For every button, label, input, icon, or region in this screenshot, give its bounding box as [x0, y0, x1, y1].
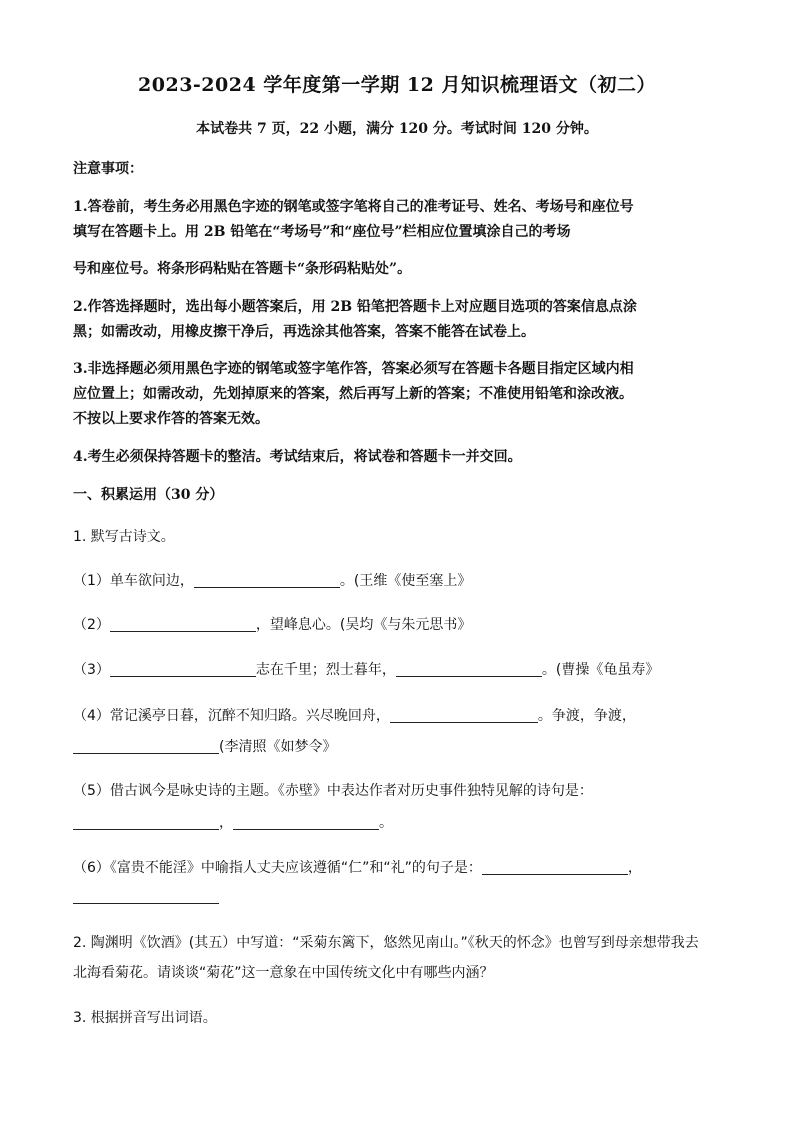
q1-sub4-line2: [73, 736, 336, 756]
answer-blank[interactable]: [396, 662, 542, 677]
section1-heading: 一、积累运用（30 分）: [73, 487, 224, 503]
q1-sub3-text-b: 志在千里；烈士暮年，: [255, 662, 396, 678]
q1-sub4-text-b: 。争渡，争渡，: [537, 708, 636, 724]
answer-blank[interactable]: [110, 617, 256, 632]
q1-sub1-text-b: 。(王维《使至塞上》: [339, 573, 472, 589]
q1-sub6-line2: [73, 889, 219, 905]
q1-sub5-text-b: ，: [219, 815, 233, 831]
q1-sub3: [73, 659, 659, 679]
answer-blank[interactable]: [73, 739, 219, 754]
answer-blank[interactable]: [73, 815, 219, 830]
q1-sub4-line1: [73, 705, 636, 725]
q1-sub3-text-c: 。(曹操《龟虽寿》: [541, 662, 660, 678]
answer-blank[interactable]: [390, 708, 538, 723]
notice-item3-line3: 不按以上要求作答的答案无效。: [73, 411, 269, 427]
q1-sub1: [73, 570, 471, 590]
answer-blank[interactable]: [110, 662, 256, 677]
q1-sub6-line1: [73, 857, 642, 877]
q2-line1: 2. 陶渊明《饮酒》(其五）中写道：“采菊东篱下，悠然见南山。”《秋天的怀念》也曾写到母亲想带我去: [73, 935, 699, 951]
q1-sub2-text-a: （2）: [73, 617, 110, 633]
q1-sub3-text-a: （3）: [73, 662, 110, 678]
exam-title: 2023-2024 学年度第一学期 12 月知识梳理语文（初二）: [138, 74, 656, 96]
notice-heading: 注意事项：: [73, 161, 143, 177]
q1-sub5-line1: （5）借古讽今是咏史诗的主题。《赤壁》中表达作者对历史事件独特见解的诗句是：: [73, 783, 593, 799]
q3-stem: 3. 根据拼音写出词语。: [73, 1010, 217, 1026]
answer-blank[interactable]: [482, 860, 628, 875]
answer-blank[interactable]: [73, 889, 219, 904]
notice-item2-line2: 黑；如需改动，用橡皮擦干净后，再选涂其他答案，答案不能答在试卷上。: [73, 324, 535, 340]
q2-line2: 北海看菊花。请谈谈“菊花”这一意象在中国传统文化中有哪些内涵？: [73, 965, 494, 981]
q1-sub4-text-a: （4）常记溪亭日暮，沉醉不知归路。兴尽晚回舟，: [73, 708, 390, 724]
answer-blank[interactable]: [194, 573, 340, 588]
exam-subtitle: 本试卷共 7 页，22 小题，满分 120 分。考试时间 120 分钟。: [196, 121, 598, 137]
q1-sub1-text-a: （1）单车欲问边，: [73, 573, 194, 589]
notice-item1-line2: 填写在答题卡上。用 2B 铅笔在“考场号”和“座位号”栏相应位置填涂自己的考场: [73, 224, 571, 240]
q1-stem: 1. 默写古诗文。: [73, 529, 175, 545]
notice-item1-line3: 号和座位号。将条形码粘贴在答题卡“条形码粘贴处”。: [73, 261, 412, 277]
notice-item1-line1: 1.答卷前，考生务必用黑色字迹的钢笔或签字笔将自己的准考证号、姓名、考场号和座位号: [73, 199, 634, 215]
notice-item3-line1: 3.非选择题必须用黑色字迹的钢笔或签字笔作答，答案必须写在答题卡各题目指定区域内相: [73, 361, 634, 377]
q1-sub6-text-a: （6）《富贵不能淫》中喻指人丈夫应该遵循“仁”和“礼”的句子是：: [73, 860, 482, 876]
answer-blank[interactable]: [233, 815, 379, 830]
q1-sub4-text-c: (李清照《如梦令》: [219, 739, 337, 755]
q1-sub6-text-b: ，: [627, 860, 642, 876]
q1-sub5-line2: [73, 812, 393, 832]
q1-sub2: [73, 614, 471, 634]
q1-sub5-text-c: 。: [379, 815, 393, 831]
q1-sub2-text-b: ，望峰息心。(吴均《与朱元思书》: [255, 617, 472, 633]
notice-item4-line1: 4.考生必须保持答题卡的整洁。考试结束后，将试卷和答题卡一并交回。: [73, 449, 522, 465]
notice-item2-line1: 2.作答选择题时，选出每小题答案后，用 2B 铅笔把答题卡上对应题目选项的答案信息点涂: [73, 299, 637, 315]
notice-item3-line2: 应位置上；如需改动，先划掉原来的答案，然后再写上新的答案；不准使用铅笔和涂改液。: [73, 386, 633, 402]
